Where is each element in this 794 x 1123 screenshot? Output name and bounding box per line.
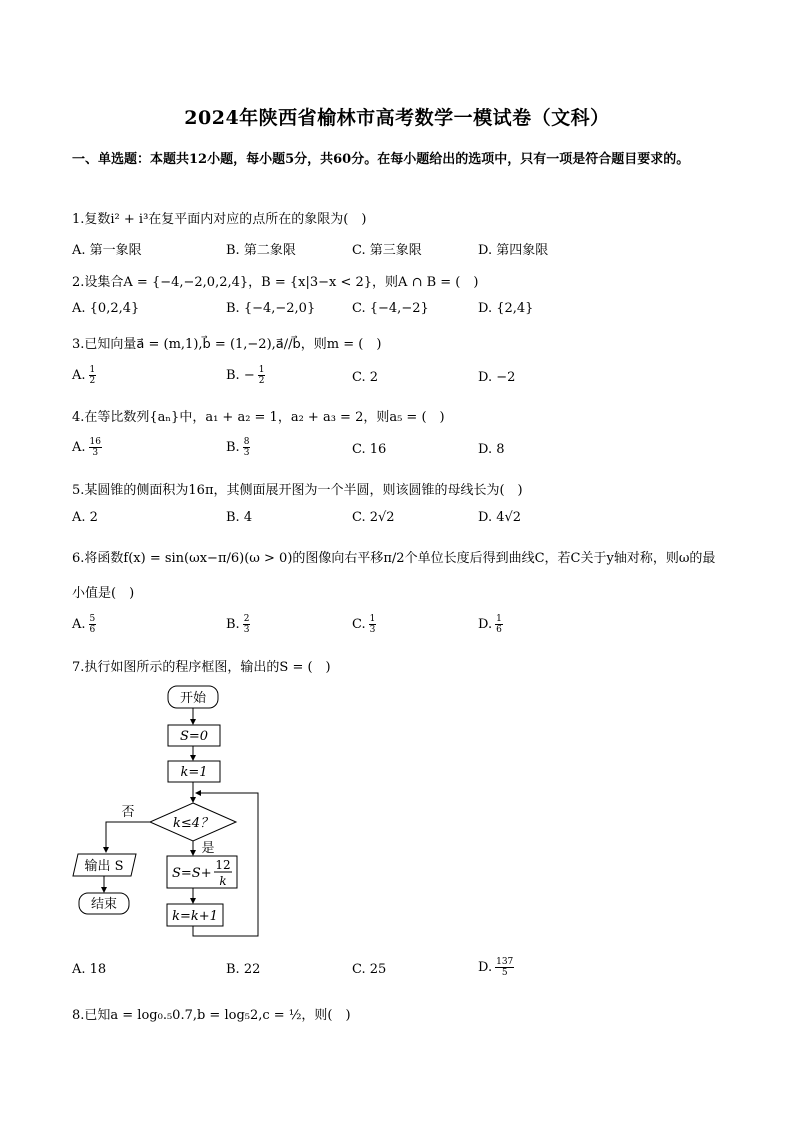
q6-a-fraction [89,614,97,635]
q7-option-c: C. 25 [352,962,387,977]
q6-option-d [478,614,503,635]
q2-option-c: C. {−4,−2} [352,301,429,316]
q3-option-b [226,365,265,386]
q6-d-num: 1 [496,614,502,624]
q3-b-fraction [258,365,266,386]
flow-assign-den: k [219,874,227,888]
q7-d-label: D. [478,960,493,975]
flow-increment-text: k=k+1 [172,909,218,924]
q2-option-a: A. {0,2,4} [72,301,140,316]
q6-a-label: A. [72,617,86,632]
flow-assign-left: S=S+ [172,866,212,881]
q4-b-den: 3 [243,448,250,458]
q7-option-d [478,957,514,978]
q5-option-b: B. 4 [226,510,253,525]
q2-option-b: B. {−4,−2,0} [226,301,316,316]
q3-a-num: 1 [89,365,96,375]
q3-b-den: 2 [258,376,265,386]
question-5-stem: 5.某圆锥的侧面积为16π，其侧面展开图为一个半圆，则该圆锥的母线长为( ) [72,483,523,498]
question-6-stem-line1: 6.将函数f(x) = sin(ωx−π/6)(ω > 0)的图像向右平移π/2个单位长度后得到曲线C，若C关于y轴对称，则ω的最 [72,551,716,566]
q6-b-num: 2 [243,614,250,624]
q5-option-a: A. 2 [72,510,98,525]
flow-condition-text: k≤4？ [172,816,214,831]
question-1-stem: 1.复数i² + i³在复平面内对应的点所在的象限为( ) [72,212,367,227]
q6-option-b [226,614,250,635]
q6-b-label: B. [226,617,240,632]
flow-assign-num: 12 [215,858,231,872]
q6-c-num: 1 [369,614,376,624]
q4-option-d: D. 8 [478,442,505,457]
q7-option-a: A. 18 [72,962,107,977]
q4-a-den: 3 [92,448,99,458]
q4-a-fraction [89,437,102,458]
question-2-stem: 2.设集合A = {−4,−2,0,2,4}，B = {x|3−x < 2}，则A ∩ B = ( ) [72,275,479,290]
q3-a-fraction [89,365,97,386]
q5-option-c: C. 2√2 [352,510,395,525]
flow-k1-text: k=1 [180,765,208,780]
question-8-stem: 8.已知a = log₀.₅0.7,b = log₅2,c = ½，则( ) [72,1008,351,1023]
flow-output-text: 输出 S [84,859,124,874]
q6-b-den: 3 [243,625,250,635]
q6-d-label: D. [478,617,493,632]
q4-a-num: 16 [89,437,101,447]
q4-b-num: 8 [243,437,250,447]
flow-end-text: 结束 [90,897,118,912]
section-heading: 一、单选题：本题共12小题，每小题5分，共60分。在每小题给出的选项中，只有一项是符合题目要求的。 [72,152,690,167]
q7-d-num: 137 [496,957,514,967]
question-6-stem-line2: 小值是( ) [72,586,135,601]
q4-option-c: C. 16 [352,442,387,457]
q6-c-fraction [369,614,377,635]
q4-option-b [226,437,250,458]
q6-option-a [72,614,96,635]
question-4-stem: 4.在等比数列{aₙ}中，a₁ + a₂ = 1，a₂ + a₃ = 2，则a₅ = ( ) [72,410,445,425]
flow-s0-text: S=0 [179,729,209,744]
q4-option-a [72,437,102,458]
q2-option-d: D. {2,4} [478,301,534,316]
q6-c-den: 3 [369,625,376,635]
q1-option-c: C. 第三象限 [352,243,422,258]
question-7-stem: 7.执行如图所示的程序框图，输出的S = ( ) [72,660,331,675]
q1-option-b: B. 第二象限 [226,243,296,258]
q5-option-d: D. 4√2 [478,510,522,525]
q3-option-d: D. −2 [478,370,516,385]
q3-b-num: 1 [258,365,265,375]
q4-a-label: A. [72,440,86,455]
q4-b-label: B. [226,440,240,455]
q7-d-den: 5 [501,968,508,978]
q3-option-c: C. 2 [352,370,379,385]
q6-option-c [352,614,376,635]
q1-option-d: D. 第四象限 [478,243,549,258]
q6-d-fraction [495,614,503,635]
flow-no-label: 否 [121,805,135,820]
flow-yes-label: 是 [201,841,215,856]
q3-a-den: 2 [89,376,96,386]
q6-d-den: 6 [496,625,502,635]
q6-c-label: C. [352,617,366,632]
q1-option-a: A. 第一象限 [72,243,142,258]
page-title: 2024年陕西省榆林市高考数学一模试卷（文科） [184,107,610,129]
q6-b-fraction [243,614,251,635]
q7-option-b: B. 22 [226,962,261,977]
q7-d-fraction [495,957,514,978]
flow-start-text: 开始 [179,691,207,706]
flowchart [60,680,280,945]
q6-a-den: 6 [89,625,96,635]
q6-a-num: 5 [89,614,96,624]
q3-option-a [72,365,96,386]
q3-a-label: A. [72,368,86,383]
q4-b-fraction [243,437,251,458]
question-3-stem: 3.已知向量a⃗ = (m,1),b⃗ = (1,−2),a⃗//b⃗，则m = ( ) [72,337,382,352]
q3-b-label: B. − [226,368,255,383]
